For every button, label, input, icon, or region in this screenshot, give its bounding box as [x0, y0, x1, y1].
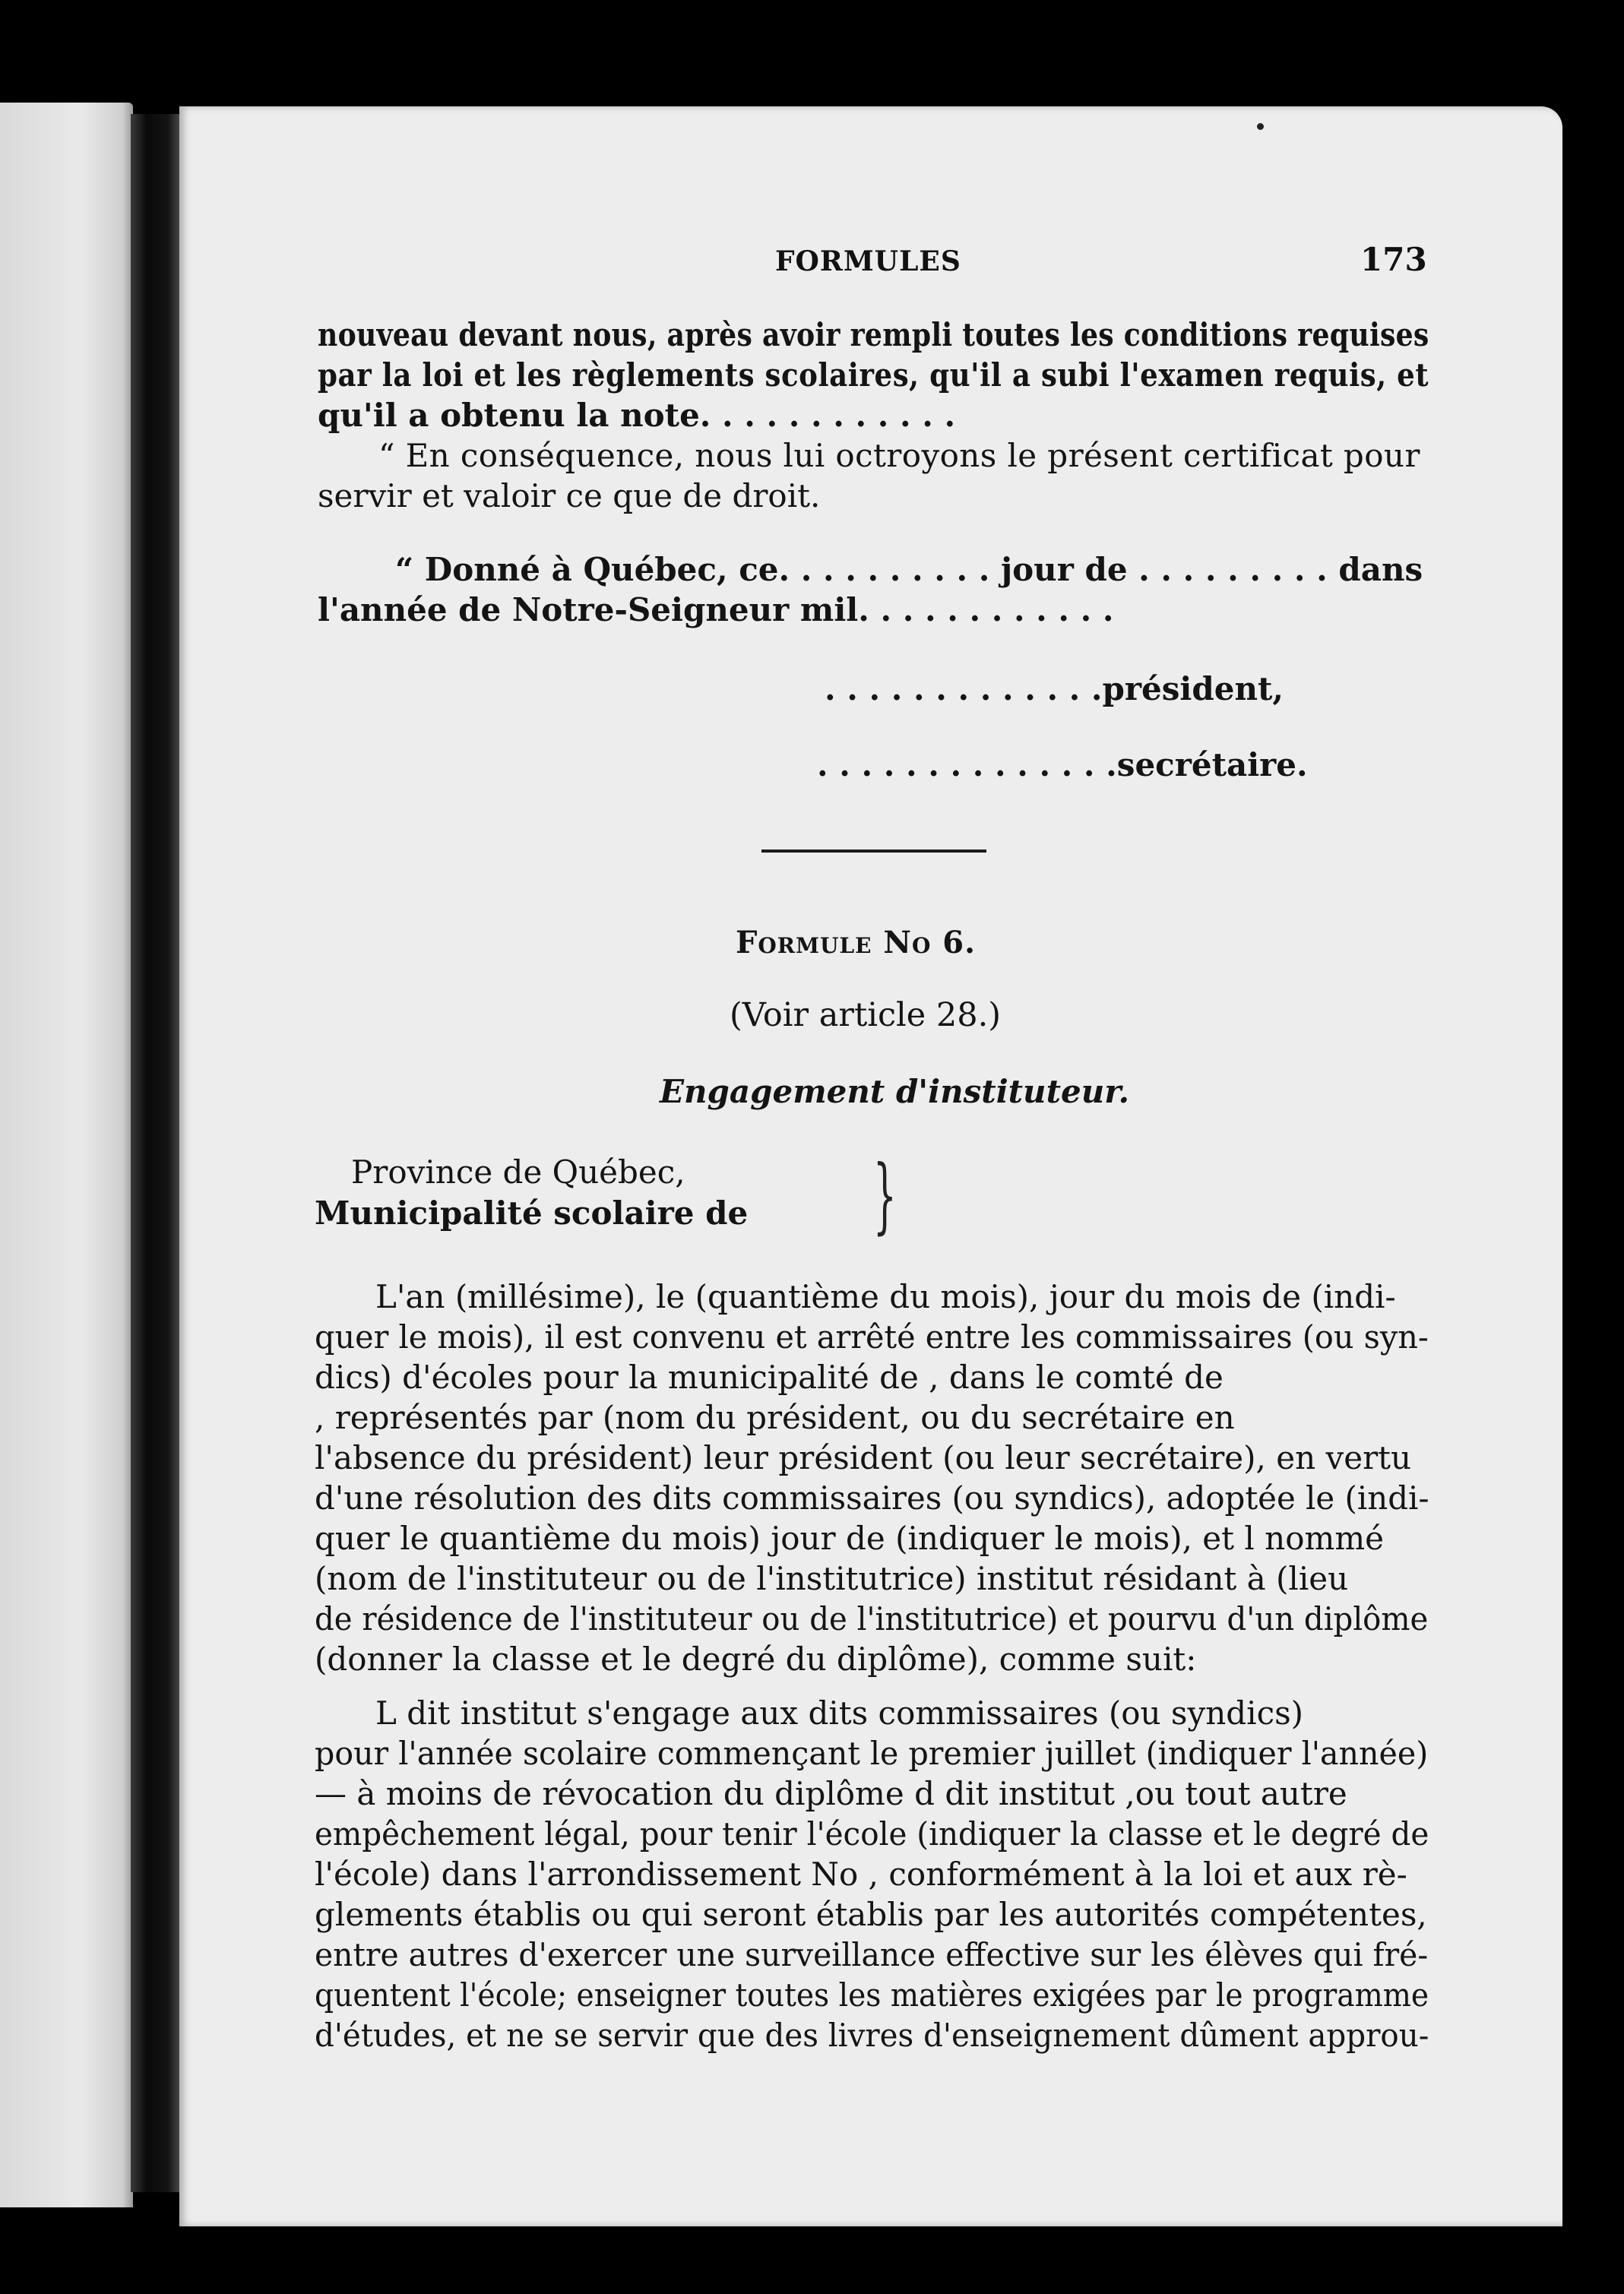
formule-title: Formule No 6. [736, 925, 977, 960]
facing-page-edge [0, 103, 133, 2207]
form-subtitle: Engagement d'instituteur. [660, 1073, 1130, 1110]
ink-speck [1257, 123, 1264, 130]
paragraph-2-line-3: — à moins de révocation du diplôme d dit institut ,ou tout autre [315, 1775, 1347, 1812]
certificate-line-3: qu'il a obtenu la note. . . . . . . . . . . . [318, 397, 956, 434]
paragraph-2-line-7: entre autres d'exercer une surveillance effective sur les élèves qui fré- [315, 1936, 1429, 1973]
paragraph-2-line-8: quentent l'école; enseigner toutes les matières exigées par le programme [315, 1976, 1429, 2014]
president-signature-line: . . . . . . . . . . . . .président, [825, 670, 1284, 707]
paragraph-1-line-3: dics) d'écoles pour la municipalité de , dans le comté de [315, 1359, 1224, 1396]
paragraph-1-line-4: , représentés par (nom du président, ou du secrétaire en [315, 1399, 1235, 1436]
article-reference: (Voir article 28.) [730, 996, 1002, 1034]
paragraph-1-line-5: l'absence du président) leur président (ou leur secrétaire), en vertu [315, 1439, 1412, 1476]
page-number: 173 [1360, 241, 1427, 278]
section-divider [761, 850, 986, 853]
certificate-line-4: “ En conséquence, nous lui octroyons le présent certificat pour [378, 437, 1420, 474]
paragraph-2-line-1: L dit institut s'engage aux dits commissaires (ou syndics) [375, 1694, 1304, 1732]
running-header: FORMULES [775, 245, 961, 277]
certificate-line-5: servir et valoir ce que de droit. [318, 477, 821, 514]
paragraph-2-line-9: d'études, et ne se servir que des livres d'enseignement dûment approu- [315, 2017, 1429, 2054]
secretary-signature-line: . . . . . . . . . . . . . .secrétaire. [817, 746, 1308, 783]
given-at-line-1: “ Donné à Québec, ce. . . . . . . . . . jour de . . . . . . . . . dans [395, 551, 1423, 588]
paragraph-2-line-6: glements établis ou qui seront établis par les autorités compétentes, [315, 1896, 1427, 1933]
municipality-label: Municipalité scolaire de [315, 1194, 749, 1232]
paragraph-1-line-2: quer le mois), il est convenu et arrêté entre les commissaires (ou syn- [315, 1318, 1429, 1356]
certificate-line-2: par la loi et les règlements scolaires, qu'il a subi l'examen requis, et [318, 356, 1429, 394]
paragraph-2-line-2: pour l'année scolaire commençant le premier juillet (indiquer l'année) [315, 1735, 1429, 1772]
province-label: Province de Québec, [351, 1153, 685, 1191]
given-at-line-2: l'année de Notre-Seigneur mil. . . . . . . . . . . . [318, 591, 1114, 628]
paragraph-1-line-8: (nom de l'instituteur ou de l'institutrice) institut résidant à (lieu [315, 1560, 1349, 1597]
paragraph-1-line-9: de résidence de l'instituteur ou de l'institutrice) et pourvu d'un diplôme [315, 1600, 1429, 1637]
paragraph-1-line-7: quer le quantième du mois) jour de (indiquer le mois), et l nommé [315, 1520, 1385, 1557]
paragraph-1-line-1: L'an (millésime), le (quantième du mois), jour du mois de (indi- [375, 1278, 1396, 1315]
paragraph-1-line-10: (donner la classe et le degré du diplôme), comme suit: [315, 1641, 1197, 1678]
paragraph-1-line-6: d'une résolution des dits commissaires (ou syndics), adoptée le (indi- [315, 1479, 1429, 1517]
paragraph-2-line-5: l'école) dans l'arrondissement No , conformément à la loi et aux rè- [315, 1856, 1407, 1893]
certificate-line-1: nouveau devant nous, après avoir rempli toutes les conditions requises [318, 316, 1429, 353]
book-gutter [131, 114, 184, 2192]
grouping-brace: } [872, 1148, 897, 1243]
paragraph-2-line-4: empêchement légal, pour tenir l'école (indiquer la classe et le degré de [315, 1815, 1429, 1853]
